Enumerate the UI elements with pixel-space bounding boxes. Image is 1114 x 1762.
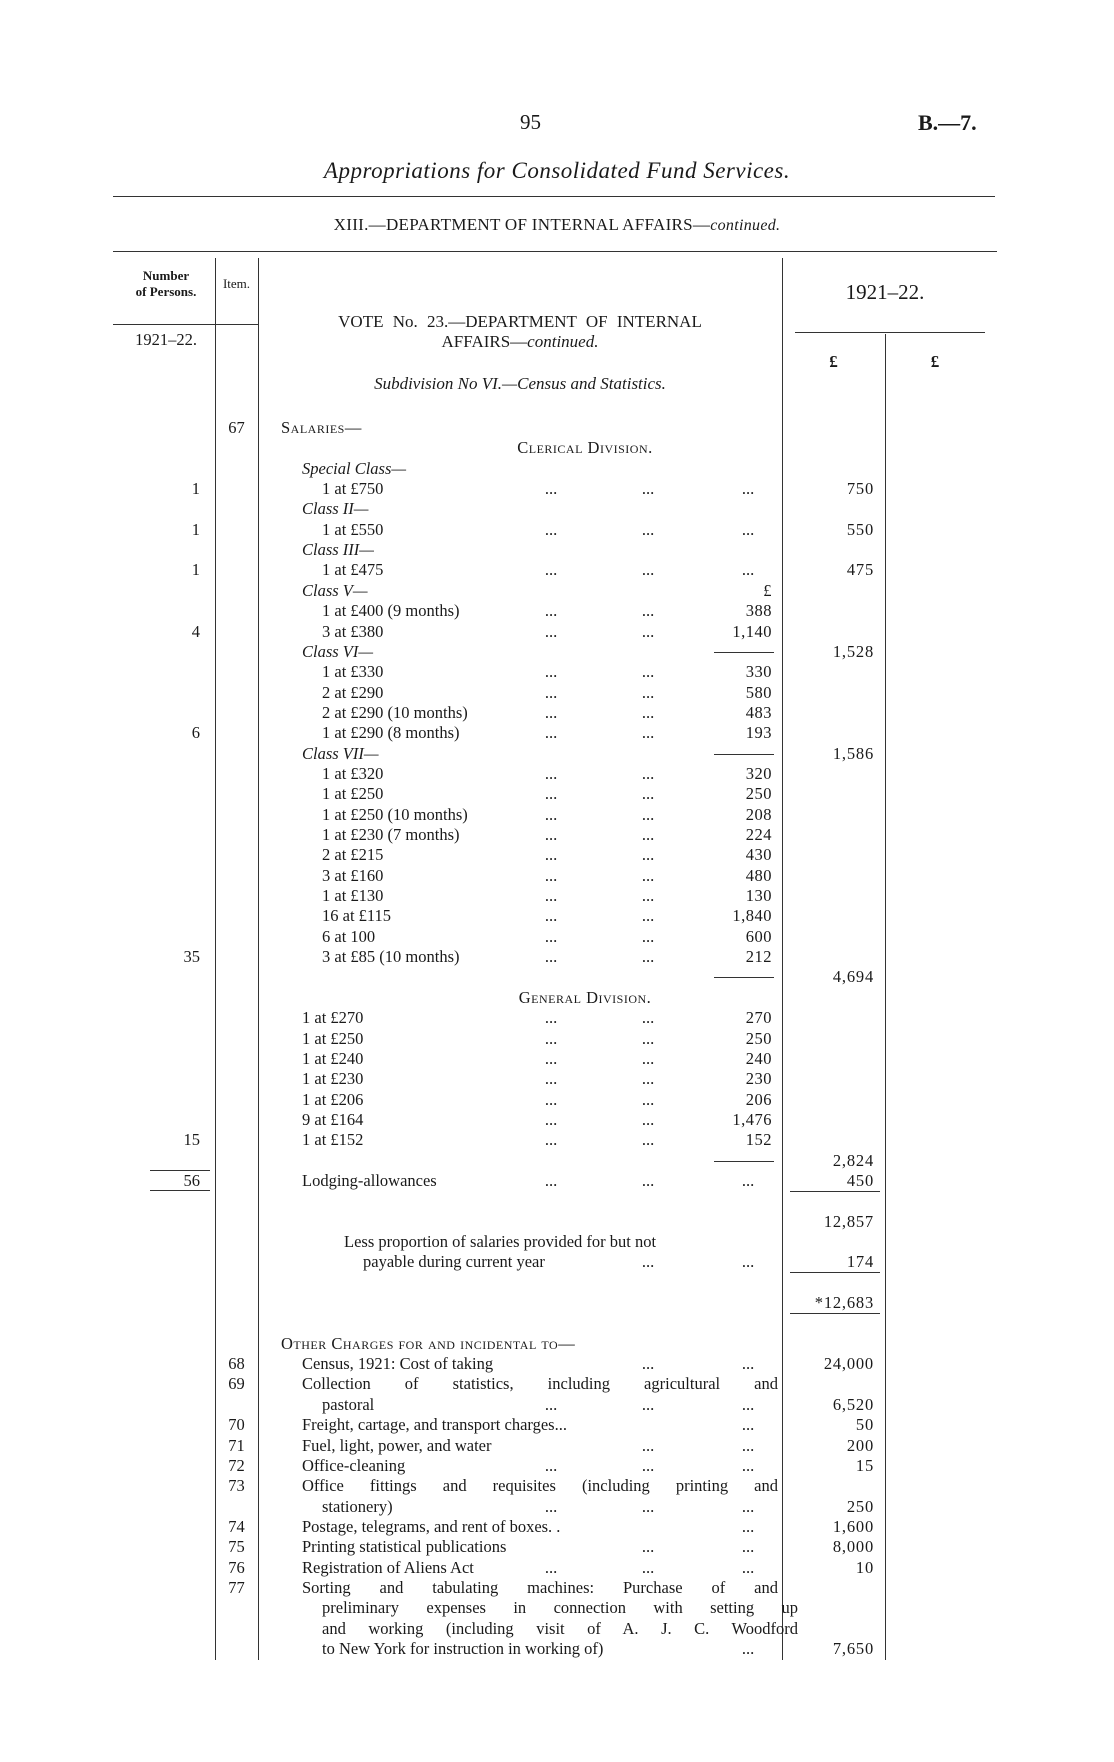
leader-dots: ... [544,601,558,621]
leader-dots: ... [641,1435,655,1455]
leader-dots: ... [741,1537,755,1557]
divider [113,251,997,252]
table-row [0,520,1114,540]
subtotal-amount: 330 [745,662,772,682]
row-description: pastoral [322,1394,375,1414]
row-description: 1 at £206 [302,1089,364,1109]
table-row [0,1354,1114,1374]
leader-dots: ... [544,906,558,926]
item-column-header: Item. [222,276,251,291]
table-row [0,866,1114,886]
leader-dots: ... [741,479,755,499]
row-description: Lodging-allowances [302,1170,437,1190]
row-description: Salaries— [281,418,362,437]
row-description: Class V— [302,580,368,600]
row-description: Collection of statistics, including agricultural and [302,1374,778,1394]
table-row [0,1191,1114,1211]
row-description: 1 at £250 [302,1028,364,1048]
leader-dots: ... [741,1170,755,1190]
leader-dots: ... [641,682,655,702]
table-row [0,886,1114,906]
row-description: Census, 1921: Cost of taking [302,1354,494,1374]
leader-dots: ... [544,865,558,885]
page-title: Appropriations for Consolidated Fund Services. [323,158,791,183]
department-suffix: continued. [710,217,781,234]
persons-header-line1: Number [142,268,190,283]
leader-dots: ... [641,1557,655,1577]
vote-line1: VOTE No. 23.—DEPARTMENT OF INTERNAL [338,312,702,331]
row-description: Postage, telegrams, and rent of boxes. . [302,1516,561,1536]
table-row [0,1313,1114,1333]
row-description: Special Class— [302,458,407,478]
table-row [0,723,1114,743]
leader-dots: ... [544,1170,558,1190]
item-number: 77 [228,1577,245,1597]
item-number: 69 [228,1374,245,1394]
table-row [0,479,1114,499]
subtotal-amount: 388 [745,601,772,621]
table-row [0,1273,1114,1293]
table-row [0,1395,1114,1415]
table-row [0,1537,1114,1557]
page-number: 95 [520,110,541,134]
leader-dots: ... [741,1455,755,1475]
table-row [0,459,1114,479]
item-number: 70 [228,1415,245,1435]
leader-dots: ... [544,763,558,783]
row-description: 1 at £320 [322,763,384,783]
subtotal-rule [714,652,774,653]
leader-dots: ... [641,519,655,539]
subtotal-rule [714,977,774,978]
table-row [0,438,1114,458]
department-heading [0,215,1114,235]
amount: 1,528 [832,641,874,661]
leader-dots: ... [741,1415,755,1435]
leader-dots: ... [544,1109,558,1129]
leader-dots: ... [544,845,558,865]
leader-dots: ... [544,1496,558,1516]
table-row [0,1029,1114,1049]
table-row [0,1497,1114,1517]
persons-header-line2: of Persons. [135,284,197,299]
item-number: 71 [228,1435,245,1455]
table-row [0,1456,1114,1476]
row-description: payable during current year [363,1252,545,1272]
leader-dots: ... [741,560,755,580]
row-description: preliminary expenses in connection with setting up [322,1598,798,1618]
subtotal-amount: 250 [745,784,772,804]
leader-dots: ... [641,1069,655,1089]
document-reference: B.—7. [918,110,977,135]
row-description: Other Charges for and incidental to— [281,1333,576,1353]
row-description: 3 at £160 [322,865,384,885]
subtotal-amount: 480 [745,865,772,885]
persons-count: 1 [191,519,200,539]
leader-dots: ... [641,1130,655,1150]
table-row [0,764,1114,784]
table-row [0,1069,1114,1089]
persons-count: 1 [191,560,200,580]
leader-dots: ... [741,1496,755,1516]
item-number: 67 [228,418,245,437]
leader-dots: ... [544,1069,558,1089]
row-description: Less proportion of salaries provided for but not [344,1232,657,1251]
subtotal-amount: 206 [745,1089,772,1109]
leader-dots: ... [641,1354,655,1374]
leader-dots: ... [641,560,655,580]
row-description: 1 at £330 [322,662,384,682]
leader-dots: ... [544,723,558,743]
row-description: 1 at £250 [322,784,384,804]
table-row [0,906,1114,926]
leader-dots: ... [641,906,655,926]
leader-dots: ... [544,947,558,967]
amount: 15 [855,1455,874,1475]
leader-dots: ... [741,1394,755,1414]
amount: 174 [846,1252,874,1272]
item-number: 74 [228,1516,245,1536]
leader-dots: ... [641,825,655,844]
leader-dots: ... [641,662,655,682]
amount: 1,600 [832,1516,874,1536]
table-row [0,1130,1114,1150]
subtotal-amount: £ [763,580,772,600]
leader-dots: ... [641,804,655,824]
leader-dots: ... [641,865,655,885]
subtotal-amount: 1,476 [732,1109,772,1129]
table-row [0,642,1114,662]
table-row [0,1619,1114,1639]
table-row [0,418,1114,438]
row-description: Printing statistical publications [302,1537,507,1557]
currency-col1: £ [829,352,838,371]
leader-dots: ... [741,1516,755,1536]
leader-dots: ... [544,804,558,824]
amount: 450 [846,1170,874,1190]
row-description: Registration of Aliens Act [302,1557,474,1577]
leader-dots: ... [544,1008,558,1028]
row-description: Class II— [302,499,369,519]
leader-dots: ... [544,519,558,539]
subtotal-amount: 320 [745,763,772,783]
subtotal-amount: 240 [745,1048,772,1068]
table-row [0,967,1114,987]
leader-dots: ... [641,1394,655,1414]
row-description: 2 at £290 [322,682,384,702]
subtotal-amount: 224 [745,825,772,844]
subtotal-rule [714,754,774,755]
persons-year: 1921–22. [135,330,197,349]
row-description: 1 at £230 (7 months) [322,825,460,844]
leader-dots: ... [641,926,655,946]
table-row [0,703,1114,723]
table-row [0,825,1114,845]
leader-dots: ... [544,825,558,844]
row-description: 2 at £290 (10 months) [322,702,468,722]
persons-count: 15 [183,1130,200,1150]
row-description: stationery) [322,1496,393,1516]
subdivision-heading: Subdivision No VI.—Census and Statistics. [374,374,666,393]
table-row [0,499,1114,519]
row-description: Office-cleaning [302,1455,406,1475]
subtotal-amount: 430 [745,845,772,865]
table-row [0,1049,1114,1069]
vote-line2 [258,332,782,352]
amount: 475 [846,560,874,580]
table-row [0,1008,1114,1028]
item-number: 73 [228,1476,245,1496]
leader-dots: ... [544,1557,558,1577]
leader-dots: ... [641,1109,655,1129]
leader-dots: ... [641,947,655,967]
subtotal-amount: 212 [745,947,772,967]
subtotal-amount: 600 [745,926,772,946]
leader-dots: ... [641,845,655,865]
table-row [0,744,1114,764]
row-description: Clerical Division. [517,438,653,458]
leader-dots: ... [544,1089,558,1109]
subtotal-amount: 483 [745,702,772,722]
leader-dots: ... [741,1639,755,1658]
header-rule [113,324,258,325]
row-description: 16 at £115 [322,906,392,926]
row-description: Freight, cartage, and transport charges... [302,1415,567,1435]
vote-suffix: continued. [527,332,599,351]
leader-dots: ... [641,621,655,641]
table-row [0,1436,1114,1456]
row-description: Class III— [302,540,374,560]
department-name: XIII.—DEPARTMENT OF INTERNAL AFFAIRS— [333,215,711,234]
leader-dots: ... [544,662,558,682]
table-row [0,560,1114,580]
table-row [0,622,1114,642]
table-row [0,581,1114,601]
amount: 4,694 [832,967,874,987]
leader-dots: ... [544,1048,558,1068]
persons-count: 1 [191,479,200,499]
persons-count: 35 [183,947,200,967]
table-row [0,662,1114,682]
row-description: 1 at £475 [322,560,384,580]
table-row [0,1558,1114,1578]
table-row [0,805,1114,825]
row-description: 1 at £550 [322,519,384,539]
table-row [0,1171,1114,1191]
subtotal-amount: 130 [745,886,772,906]
table-row [0,540,1114,560]
item-number: 75 [228,1537,245,1557]
persons-column-header [120,268,212,300]
table-row [0,845,1114,865]
leader-dots: ... [641,1008,655,1028]
row-description: 1 at £240 [302,1048,364,1068]
subtotal-amount: 580 [745,682,772,702]
row-description: 3 at £85 (10 months) [322,947,460,967]
subtotal-amount: 270 [745,1008,772,1028]
table-row [0,1415,1114,1435]
subtotal-amount: 152 [745,1130,772,1150]
row-description: to New York for instruction in working of) [322,1639,604,1658]
table-row [0,1252,1114,1272]
leader-dots: ... [641,886,655,906]
leader-dots: ... [544,926,558,946]
table-row [0,927,1114,947]
amount: 10 [855,1557,874,1577]
row-description: 1 at £290 (8 months) [322,723,460,743]
leader-dots: ... [741,519,755,539]
subtotal-amount: 250 [745,1028,772,1048]
leader-dots: ... [544,1028,558,1048]
table-row [0,1110,1114,1130]
leader-dots: ... [544,1455,558,1475]
row-description: 9 at £164 [302,1109,364,1129]
row-description: 3 at £380 [322,621,384,641]
leader-dots: ... [544,702,558,722]
header-rule [795,332,985,333]
amount: 750 [846,479,874,499]
leader-dots: ... [641,479,655,499]
subtotal-amount: 208 [745,804,772,824]
table-row [0,1293,1114,1313]
leader-dots: ... [641,784,655,804]
row-description: 1 at £750 [322,479,384,499]
row-description: 1 at £400 (9 months) [322,601,460,621]
row-description: 1 at £250 (10 months) [322,804,468,824]
row-description: Fuel, light, power, and water [302,1435,492,1455]
leader-dots: ... [544,886,558,906]
leader-dots: ... [641,723,655,743]
persons-count: 6 [191,723,200,743]
amount: 7,650 [832,1639,874,1658]
persons-count: 56 [183,1170,200,1190]
subtotal-amount: 1,140 [732,621,772,641]
table-row [0,1374,1114,1394]
amount: 1,586 [832,743,874,763]
vote-line2-text: AFFAIRS— [441,332,528,351]
leader-dots: ... [641,1170,655,1190]
amount: 50 [855,1415,874,1435]
leader-dots: ... [641,1455,655,1475]
row-description: and working (including visit of A. J. C. Woodford [322,1618,798,1638]
leader-dots: ... [641,1252,655,1272]
table-row [0,601,1114,621]
subtotal-amount: 1,840 [732,906,772,926]
amount: 6,520 [832,1394,874,1414]
leader-dots: ... [741,1252,755,1272]
leader-dots: ... [741,1557,755,1577]
divider [113,196,995,197]
amount: 200 [846,1435,874,1455]
leader-dots: ... [641,1048,655,1068]
leader-dots: ... [641,601,655,621]
amount: 12,857 [823,1211,874,1231]
subtotal-amount: 230 [745,1069,772,1089]
table-row [0,1334,1114,1354]
row-description: 1 at £130 [322,886,384,906]
leader-dots: ... [544,1394,558,1414]
amount: 8,000 [832,1537,874,1557]
leader-dots: ... [641,1028,655,1048]
leader-dots: ... [544,1130,558,1150]
table-row [0,947,1114,967]
table-row [0,1517,1114,1537]
leader-dots: ... [741,1354,755,1374]
leader-dots: ... [741,1435,755,1455]
table-row [0,1476,1114,1496]
row-description: 2 at £215 [322,845,384,865]
table-row [0,1151,1114,1171]
amount-year: 1921–22. [845,280,925,304]
row-description: Class VII— [302,743,379,763]
row-description: 6 at 100 [322,926,376,946]
subtotal-amount: 193 [745,723,772,743]
row-description: Sorting and tabulating machines: Purchase of and [302,1577,778,1597]
item-number: 76 [228,1557,245,1577]
row-description: Class VI— [302,641,374,661]
leader-dots: ... [641,1496,655,1516]
leader-dots: ... [544,479,558,499]
row-description: Office fittings and requisites (including printing and [302,1476,778,1496]
row-description: 1 at £152 [302,1130,364,1150]
leader-dots: ... [544,621,558,641]
table-row [0,1578,1114,1598]
table-row [0,1232,1114,1252]
item-number: 72 [228,1455,245,1475]
amount: 550 [846,519,874,539]
table-row [0,1639,1114,1659]
leader-dots: ... [641,702,655,722]
subtotal-rule [714,1161,774,1162]
amount: *12,683 [814,1293,874,1313]
persons-count: 4 [191,621,200,641]
leader-dots: ... [544,560,558,580]
table-row [0,1598,1114,1618]
currency-col2: £ [930,352,940,371]
leader-dots: ... [544,682,558,702]
leader-dots: ... [544,784,558,804]
amount: 2,824 [832,1150,874,1170]
table-row [0,988,1114,1008]
amount: 24,000 [823,1354,874,1374]
row-description: General Division. [518,987,652,1007]
leader-dots: ... [641,763,655,783]
leader-dots: ... [641,1537,655,1557]
item-number: 68 [228,1354,245,1374]
row-description: 1 at £230 [302,1069,364,1089]
table-row [0,1090,1114,1110]
table-row [0,683,1114,703]
amount: 250 [846,1496,874,1516]
row-description: 1 at £270 [302,1008,364,1028]
leader-dots: ... [641,1089,655,1109]
vote-heading [258,312,782,352]
table-row [0,1212,1114,1232]
table-row [0,784,1114,804]
